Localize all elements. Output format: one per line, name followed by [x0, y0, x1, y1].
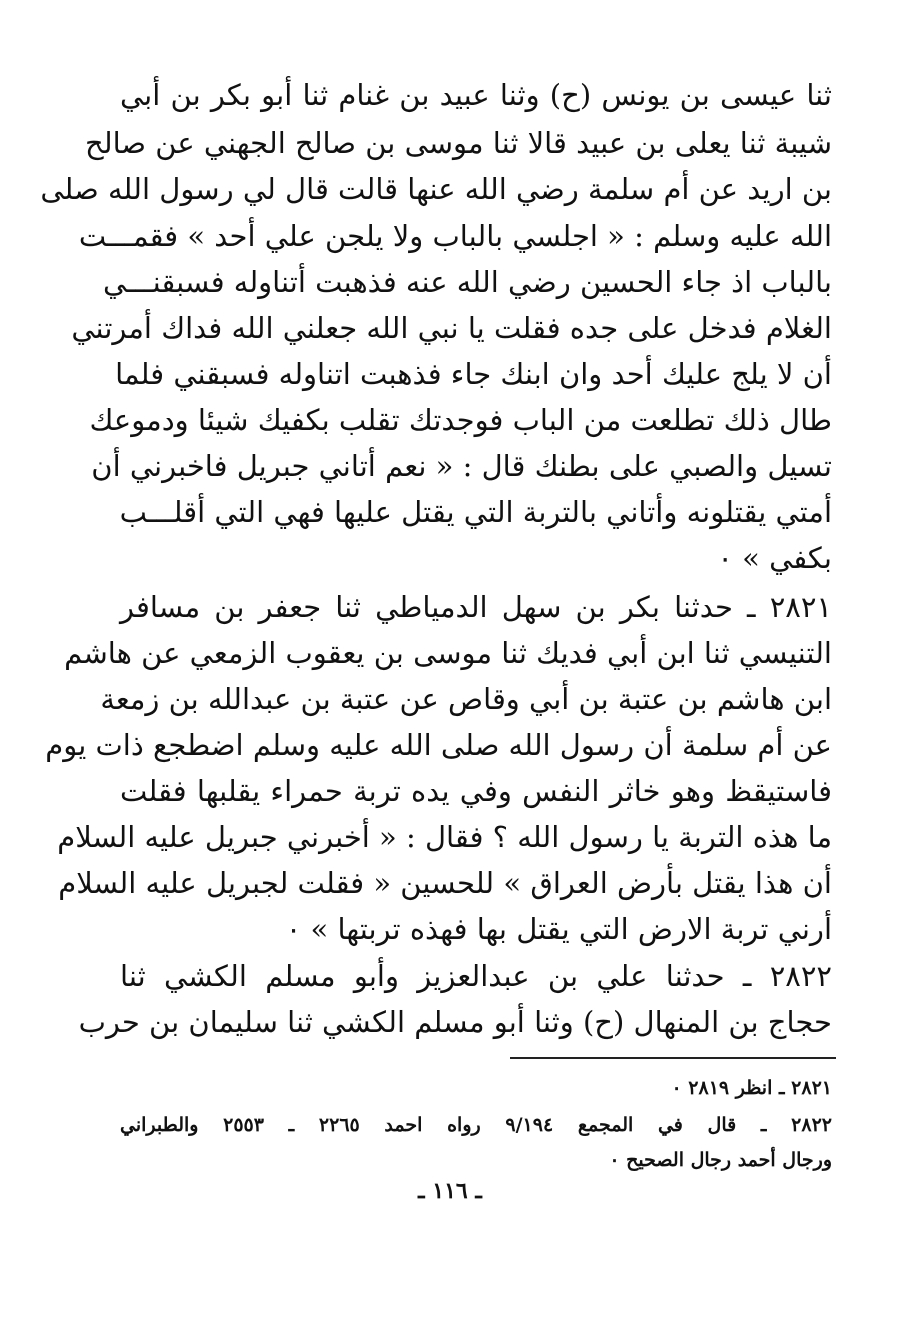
text-line: أن لا يلج عليك أحد وان ابنك جاء فذهبت اتناوله فسبقني فلما — [115, 357, 832, 391]
text-line: ابن هاشم بن عتبة بن أبي وقاص عن عتبة بن عبدالله بن زمعة — [100, 682, 832, 716]
text-line: ثنا عيسى بن يونس (ح) وثنا عبيد بن غنام ثنا أبو بكر بن أبي — [120, 78, 832, 112]
text-line: ما هذه التربة يا رسول الله ؟ فقال : « أخبرني جبريل عليه السلام — [57, 820, 832, 854]
text-line: حجاج بن المنهال (ح) وثنا أبو مسلم الكشي ثنا سليمان بن حرب — [78, 1005, 832, 1039]
text-line: أرني تربة الارض التي يقتل بها فهذه تربتها » ٠ — [285, 912, 832, 946]
footnote-divider — [510, 1057, 836, 1059]
text-line: الله عليه وسلم : « اجلسي بالباب ولا يلجن علي أحد » فقمـــت — [78, 219, 832, 253]
hadith-2821-start: ٢٨٢١ ـ حدثنا بكر بن سهل الدمياطي ثنا جعفر بن مسافر — [120, 590, 832, 624]
text-line: بكفي » ٠ — [717, 541, 832, 575]
text-line: شيبة ثنا يعلى بن عبيد قالا ثنا موسى بن صالح الجهني عن صالح — [85, 126, 832, 160]
text-line: فاستيقظ وهو خاثر النفس وفي يده تربة حمراء يقلبها فقلت — [120, 774, 832, 808]
text-line: تسيل والصبي على بطنك قال : « نعم أتاني جبريل فاخبرني أن — [91, 449, 832, 483]
page-number: ـ ١١٦ ـ — [418, 1178, 482, 1204]
text-line: بن اريد عن أم سلمة رضي الله عنها قالت قال لي رسول الله صلى — [40, 172, 832, 206]
text-line: عن أم سلمة أن رسول الله صلى الله عليه وسلم اضطجع ذات يوم — [45, 728, 832, 762]
footnote-2822: ٢٨٢٢ ـ قال في المجمع ٩/١٩٤ رواه احمد ٢٢٦٥ ـ ٢٥٥٣ والطبراني — [120, 1114, 832, 1136]
text-line: الغلام فدخل على جده فقلت يا نبي الله جعلني الله فداك أمرتني — [71, 311, 832, 345]
text-line: التنيسي ثنا ابن أبي فديك ثنا موسى بن يعقوب الزمعي عن هاشم — [64, 636, 832, 670]
text-line: طال ذلك تطلعت من الباب فوجدتك تقلب بكفيك شيئا ودموعك — [89, 403, 832, 437]
text-line: أمتي يقتلونه وأتاني بالتربة التي يقتل عليها فهي التي أقلـــب — [119, 495, 832, 529]
footnote-2821: ٢٨٢١ ـ انظر ٢٨١٩ ٠ — [671, 1077, 832, 1099]
text-line: بالباب اذ جاء الحسين رضي الله عنه فذهبت أتناوله فسبقنـــي — [103, 265, 832, 299]
hadith-2822-start: ٢٨٢٢ ـ حدثنا علي بن عبدالعزيز وأبو مسلم الكشي ثنا — [120, 959, 832, 993]
footnote-2822-continued: ورجال أحمد رجال الصحيح ٠ — [609, 1149, 832, 1171]
text-line: أن هذا يقتل بأرض العراق » للحسين « فقلت لجبريل عليه السلام — [58, 866, 832, 900]
